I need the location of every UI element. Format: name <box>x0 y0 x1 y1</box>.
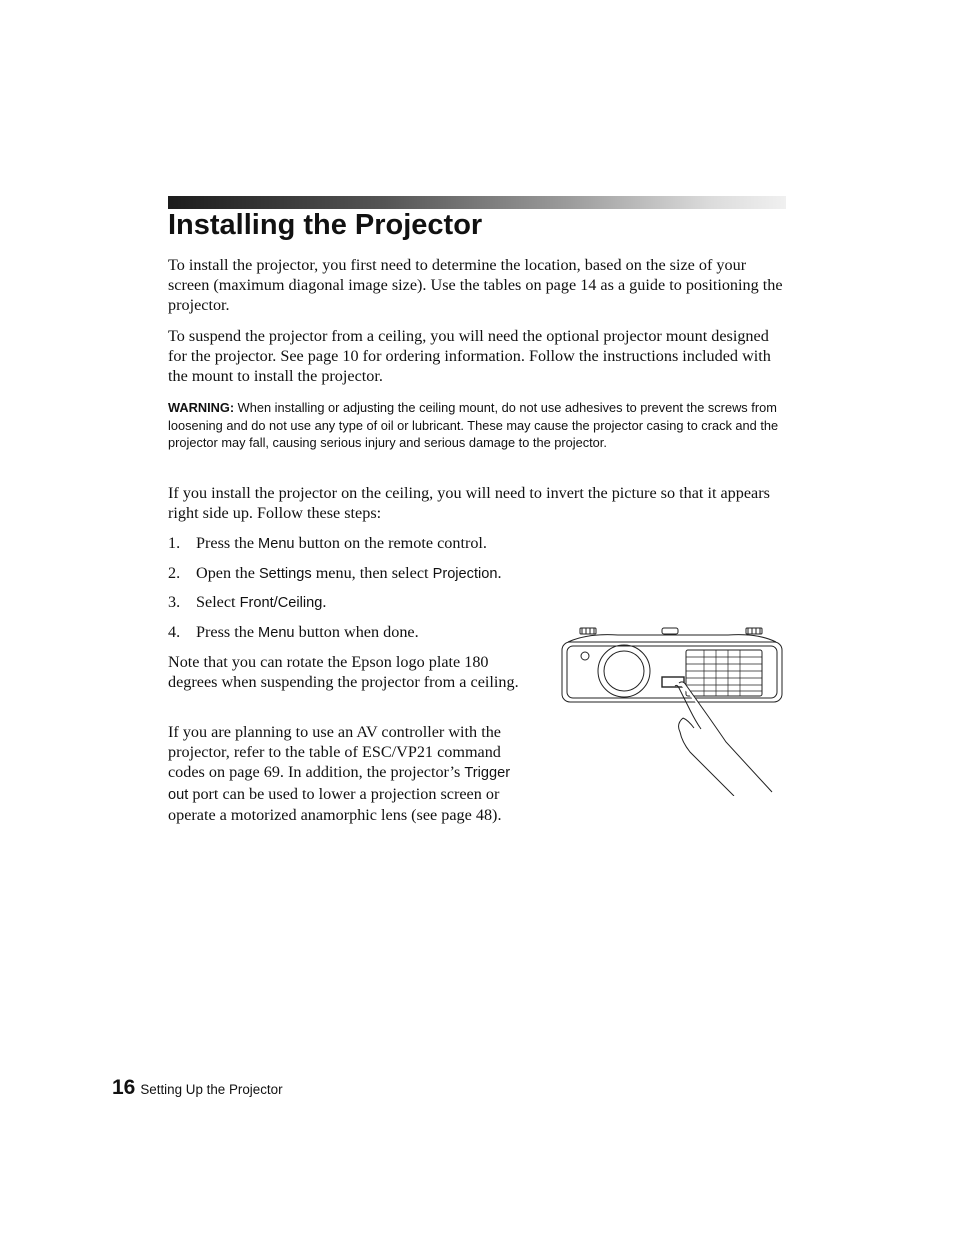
page-number: 16 <box>112 1076 136 1099</box>
step-4: 4. Press the Menu button when done. <box>168 623 419 641</box>
logo-plate-note: Note that you can rotate the Epson logo plate 180 degrees when suspending the projector from a ceiling. <box>168 653 519 692</box>
projector-lens-outer <box>598 645 650 697</box>
step-2: 2. Open the Settings menu, then select Projection. <box>168 564 502 582</box>
projector-lens <box>604 651 644 691</box>
front-ceiling-key-label: Front/Ceiling <box>239 595 323 611</box>
footer-section-title: Setting Up the Projector <box>140 1082 283 1097</box>
menu-key-label: Menu <box>258 625 295 641</box>
warning-label: WARNING: <box>168 400 235 415</box>
page-footer <box>112 1076 283 1100</box>
page-title: Installing the Projector <box>168 209 483 241</box>
warning-text: When installing or adjusting the ceiling mount, do not use adhesives to prevent the screws from loosening and do not use any type of oil or lubricant. These may cause the projector casing to crack and the projector may fall, causing serious injury and serious damage to the projector. <box>168 400 779 451</box>
settings-key-label: Settings <box>258 566 312 582</box>
intro-paragraph-2: To suspend the projector from a ceiling, you will need the optional projector mount designed for the projector. See page 10 for ordering information. Follow the instructions included with the mount to install the projector. <box>168 327 771 386</box>
sensor-icon <box>581 652 589 660</box>
projector-body <box>562 642 782 702</box>
av-controller-note: If you are planning to use an AV controller with the projector, refer to the table of ESC/VP21 command codes on page 69. In addition, the projector’s Trigger out port can be used to lower a projection screen or operate a motorized anamorphic lens (see page 48). <box>168 723 511 824</box>
invert-intro-paragraph: If you install the projector on the ceiling, you will need to invert the picture so that it appears right side up. Follow these steps: <box>168 484 770 523</box>
step-1: 1. Press the Menu button on the remote control. <box>168 534 487 552</box>
intro-paragraph-1: To install the projector, you first need to determine the location, based on the size of your screen (maximum diagonal image size). Use the tables on page 14 as a guide to positioning the projector. <box>168 256 783 315</box>
projector-top-edge <box>568 635 776 642</box>
trigger-out-label: Trigger out <box>168 765 511 803</box>
warning-note <box>168 399 780 452</box>
projection-key-label: Projection <box>432 566 498 582</box>
projector-foot-center <box>662 628 678 634</box>
step-3: 3. Select Front/Ceiling. <box>168 593 327 611</box>
hand-thumb <box>683 718 694 728</box>
hand-wrist <box>679 718 734 796</box>
menu-key-label: Menu <box>258 536 295 552</box>
projector-illustration <box>558 624 786 796</box>
